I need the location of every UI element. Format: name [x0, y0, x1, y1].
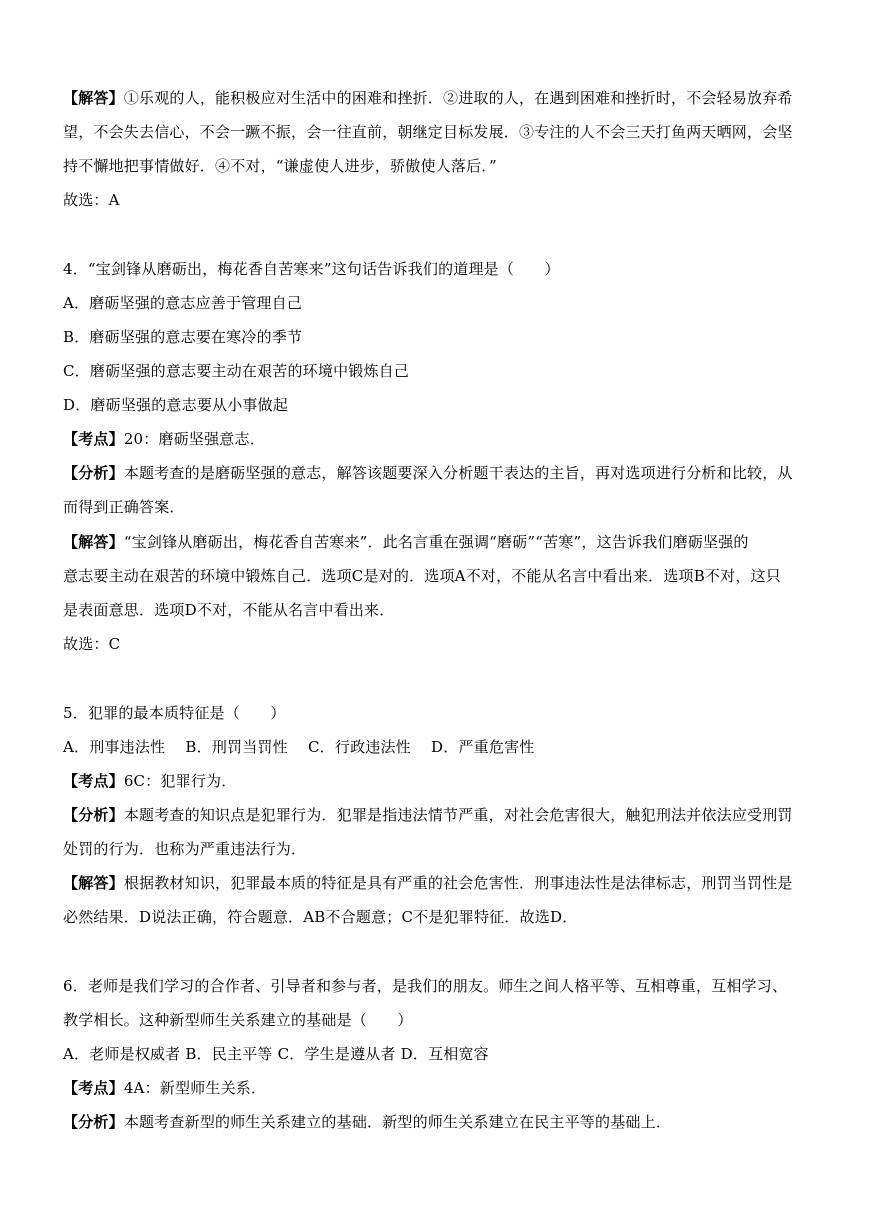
analysis-text: 本题考查的是磨砺坚强的意志，解答该题要深入分析题干表达的主旨，再对选项进行分析和比较，从	[123, 464, 793, 482]
answer-text: 根据教材知识，犯罪最本质的特征是具有严重的社会危害性．刑事违法性是法律标志，刑罚当罚性是	[123, 874, 793, 892]
q5-analysis-line-1	[63, 805, 808, 825]
point-tag: 【考点】	[63, 772, 124, 790]
q4-answer-line-1	[63, 532, 808, 552]
q6-point	[63, 1078, 808, 1098]
q6-analysis-line-1	[63, 1112, 808, 1132]
q4-answer-line-2: 意志要主动在艰苦的环境中锻炼自己．选项C是对的．选项A不对，不能从名言中看出来．选项B不对，这只	[63, 567, 781, 585]
q4-option-a: A．磨砺坚强的意志应善于管理自己	[63, 294, 303, 312]
q6-options: A．老师是权威者 B．民主平等 C．学生是遵从者 D．互相宽容	[63, 1045, 489, 1063]
q6-stem-line-1: 6．老师是我们学习的合作者、引导者和参与者，是我们的朋友。师生之间人格平等、互相尊重，互相学习、	[63, 977, 788, 995]
q5-analysis-line-2: 处罚的行为．也称为严重违法行为．	[63, 840, 307, 858]
q4-option-b: B．磨砺坚强的意志要在寒冷的季节	[63, 328, 303, 346]
answer-tag: 【解答】	[63, 89, 124, 107]
q4-point	[63, 429, 808, 449]
q6-stem-line-2: 教学相长。这种新型师生关系建立的基础是（ ）	[63, 1011, 413, 1029]
q3-choice: 故选：A	[63, 191, 120, 209]
q5-answer-line-2: 必然结果．D说法正确，符合题意．AB不合题意；C不是犯罪特征．故选D．	[63, 908, 578, 926]
q4-stem: 4．“宝剑锋从磨砺出，梅花香自苦寒来”这句话告诉我们的道理是（ ）	[63, 260, 560, 278]
analysis-tag: 【分析】	[63, 1113, 124, 1131]
q4-answer-line-3: 是表面意思．选项D不对，不能从名言中看出来．	[63, 601, 395, 619]
answer-text: “宝剑锋从磨砺出，梅花香自苦寒来”．此名言重在强调“磨砺”“苦寒”，这告诉我们磨砺坚强的	[123, 533, 749, 551]
point-text: 4A：新型师生关系．	[123, 1079, 267, 1097]
q3-answer-line-3: 持不懈地把事情做好．④不对，“谦虚使人进步，骄傲使人落后．”	[63, 157, 497, 175]
q5-point	[63, 771, 808, 791]
point-text: 6C：犯罪行为．	[123, 772, 237, 790]
analysis-text: 本题考查新型的师生关系建立的基础．新型的师生关系建立在民主平等的基础上．	[123, 1113, 672, 1131]
analysis-tag: 【分析】	[63, 806, 124, 824]
q4-option-c: C．磨砺坚强的意志要主动在艰苦的环境中锻炼自己	[63, 362, 410, 380]
q4-analysis-line-2: 而得到正确答案．	[63, 498, 185, 516]
answer-tag: 【解答】	[63, 533, 124, 551]
q5-options: A．刑事违法性 B．刑罚当罚性 C．行政违法性 D．严重危害性	[63, 738, 535, 756]
q4-option-d: D．磨砺坚强的意志要从小事做起	[63, 396, 289, 414]
q3-answer-line-2: 望，不会失去信心，不会一蹶不振，会一往直前，朝继定目标发展．③专注的人不会三天打鱼两天晒网，会坚	[63, 123, 793, 141]
point-tag: 【考点】	[63, 430, 124, 448]
answer-tag: 【解答】	[63, 874, 124, 892]
point-tag: 【考点】	[63, 1079, 124, 1097]
q4-choice: 故选：C	[63, 635, 121, 653]
q4-analysis-line-1	[63, 463, 808, 483]
answer-text: ①乐观的人，能积极应对生活中的困难和挫折．②进取的人，在遇到困难和挫折时，不会轻易放弃希	[123, 89, 793, 107]
analysis-text: 本题考查的知识点是犯罪行为．犯罪是指违法情节严重，对社会危害很大，触犯刑法并依法应受刑罚	[123, 806, 793, 824]
q5-answer-line-1	[63, 873, 808, 893]
q3-answer-line-1	[63, 88, 808, 108]
q5-stem: 5．犯罪的最本质特征是（ ）	[63, 704, 286, 722]
analysis-tag: 【分析】	[63, 464, 124, 482]
point-text: 20：磨砺坚强意志．	[123, 430, 265, 448]
